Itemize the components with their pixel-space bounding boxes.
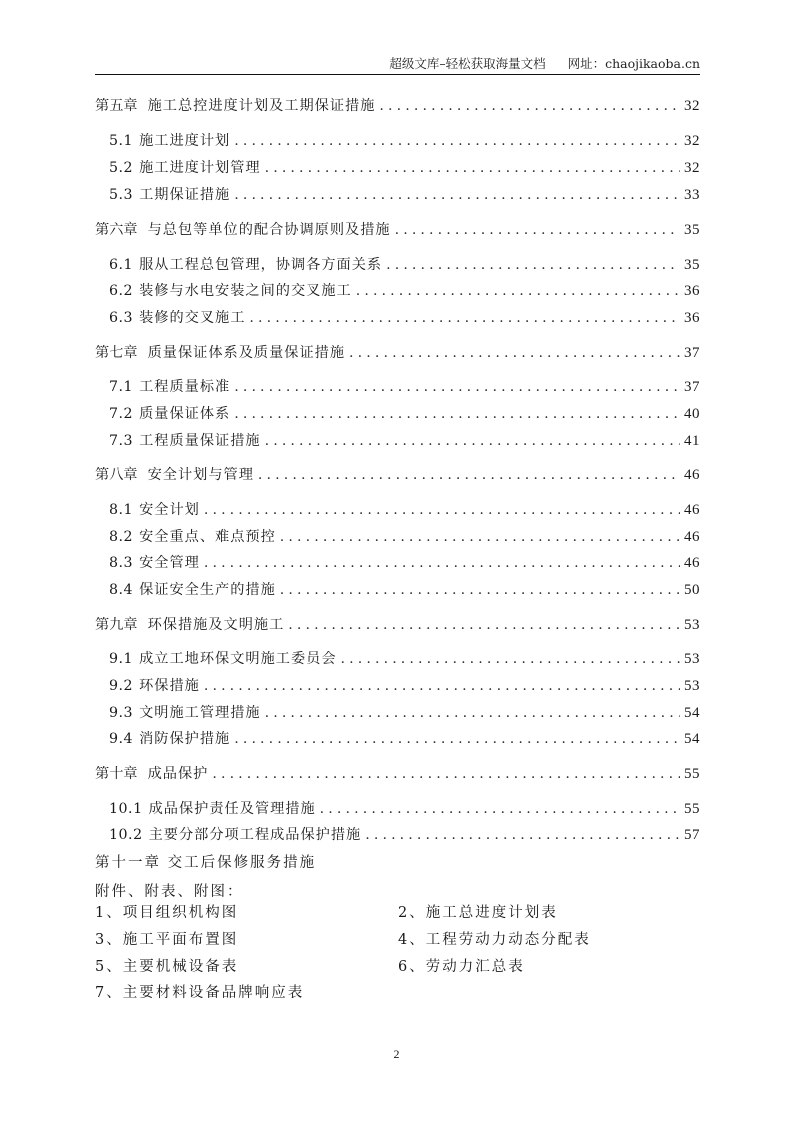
toc-entry-title: 装修与水电安装之间的交叉施工 — [139, 283, 352, 299]
attachment-item: 4、工程劳动力动态分配表 — [398, 932, 591, 948]
toc-entry-page: 41 — [684, 433, 700, 449]
header-library-name: 超级文库–轻松获取海量文档 — [389, 56, 546, 71]
chapter-11-heading[interactable]: 第十一章 交工后保修服务措施 — [95, 855, 317, 871]
toc-entry-number: 10.1 — [109, 801, 143, 817]
toc-section-entry[interactable] — [109, 728, 700, 750]
toc-entry-title: 质量保证体系及质量保证措施 — [147, 345, 346, 361]
toc-entry-number: 5.2 — [109, 160, 134, 176]
toc-entry-number: 8.1 — [109, 502, 134, 518]
toc-section-entry[interactable] — [109, 499, 700, 521]
toc-entry-number: 8.2 — [109, 529, 134, 545]
toc-chapter-entry[interactable] — [95, 342, 700, 364]
toc-entry-page: 35 — [684, 257, 700, 273]
toc-entry-number: 5.3 — [109, 187, 134, 203]
toc-entry-title: 安全计划 — [139, 502, 200, 518]
toc-entry-page: 54 — [684, 731, 700, 747]
toc-section-entry[interactable] — [109, 579, 700, 601]
toc-entry-number: 6.1 — [109, 257, 134, 273]
toc-section-entry[interactable] — [109, 824, 700, 846]
dot-leader — [265, 157, 680, 179]
toc-section-entry[interactable] — [109, 157, 700, 179]
dot-leader — [212, 763, 680, 785]
toc-entry-title: 装修的交叉施工 — [139, 310, 246, 326]
dot-leader — [280, 579, 680, 601]
toc-entry-number: 7.1 — [109, 379, 134, 395]
toc-entry-page: 46 — [684, 502, 700, 518]
toc-entry-page: 46 — [684, 529, 700, 545]
dot-leader — [365, 824, 680, 846]
dot-leader — [288, 614, 680, 636]
toc-entry-title: 消防保护措施 — [139, 731, 231, 747]
toc-entry-page: 54 — [684, 705, 700, 721]
toc-section-entry[interactable] — [109, 130, 700, 152]
toc-chapter-entry[interactable] — [95, 95, 700, 117]
toc-entry-page: 32 — [684, 98, 700, 114]
toc-entry-number: 6.3 — [109, 310, 134, 326]
dot-leader — [234, 403, 680, 425]
toc-entry-page: 46 — [684, 467, 700, 483]
toc-entry-number: 9.2 — [109, 678, 134, 694]
toc-entry-page: 46 — [684, 555, 700, 571]
attachment-item: 1、项目组织机构图 — [95, 905, 239, 921]
toc-entry-number: 8.4 — [109, 582, 134, 598]
toc-chapter-entry[interactable] — [95, 464, 700, 486]
dot-leader — [320, 798, 680, 820]
toc-entry-page: 55 — [684, 801, 700, 817]
toc-entry-number: 第七章 — [95, 345, 138, 361]
toc-chapter-entry[interactable] — [95, 763, 700, 785]
toc-entry-title: 保证安全生产的措施 — [139, 582, 276, 598]
toc-entry-title: 质量保证体系 — [139, 406, 231, 422]
toc-entry-title: 施工进度计划管理 — [139, 160, 261, 176]
toc-section-entry[interactable] — [109, 648, 700, 670]
toc-section-entry[interactable] — [109, 526, 700, 548]
toc-entry-page: 37 — [684, 379, 700, 395]
dot-leader — [386, 254, 680, 276]
toc-entry-title: 环保措施及文明施工 — [147, 617, 285, 633]
toc-chapter-entry[interactable] — [95, 219, 700, 241]
toc-entry-page: 32 — [684, 133, 700, 149]
attachment-item: 2、施工总进度计划表 — [398, 905, 558, 921]
dot-leader — [234, 728, 680, 750]
toc-section-entry[interactable] — [109, 280, 700, 302]
toc-entry-title: 成品保护 — [147, 766, 209, 782]
toc-entry-page: 53 — [684, 617, 700, 633]
page-number: 2 — [393, 1047, 400, 1061]
toc-entry-number: 第六章 — [95, 222, 138, 238]
toc-entry-page: 53 — [684, 678, 700, 694]
toc-entry-title: 工程质量标准 — [139, 379, 231, 395]
toc-entry-page: 32 — [684, 160, 700, 176]
attachment-item: 7、主要材料设备品牌响应表 — [95, 985, 305, 1001]
toc-entry-number: 9.3 — [109, 705, 134, 721]
toc-entry-title: 成立工地环保文明施工委员会 — [139, 651, 337, 667]
toc-entry-title: 施工进度计划 — [139, 133, 231, 149]
toc-entry-number: 7.3 — [109, 433, 134, 449]
header-text — [389, 54, 700, 72]
toc-section-entry[interactable] — [109, 702, 700, 724]
toc-section-entry[interactable] — [109, 798, 700, 820]
dot-leader — [265, 430, 680, 452]
toc-entry-number: 第八章 — [95, 467, 138, 483]
toc-section-entry[interactable] — [109, 403, 700, 425]
toc-entry-title: 施工总控进度计划及工期保证措施 — [147, 98, 376, 114]
dot-leader — [265, 702, 680, 724]
dot-leader — [349, 342, 680, 364]
dot-leader — [204, 499, 680, 521]
toc-entry-number: 第十章 — [95, 766, 138, 782]
attachment-item: 5、主要机械设备表 — [95, 959, 239, 975]
dot-leader — [341, 648, 680, 670]
toc-chapter-entry[interactable] — [95, 614, 700, 636]
toc-entry-title: 主要分部分项工程成品保护措施 — [148, 827, 362, 843]
dot-leader — [234, 376, 680, 398]
toc-entry-title: 工期保证措施 — [139, 187, 231, 203]
toc-entry-number: 8.3 — [109, 555, 134, 571]
dot-leader — [379, 95, 680, 117]
toc-entry-page: 55 — [684, 766, 700, 782]
toc-entry-page: 57 — [684, 827, 700, 843]
toc-section-entry[interactable] — [109, 254, 700, 276]
toc-entry-page: 35 — [684, 222, 700, 238]
toc-section-entry[interactable] — [109, 376, 700, 398]
toc-entry-title: 安全计划与管理 — [147, 467, 254, 483]
toc-section-entry[interactable] — [109, 675, 700, 697]
toc-entry-title: 安全重点、难点预控 — [139, 529, 276, 545]
toc-entry-title: 工程质量保证措施 — [139, 433, 261, 449]
toc-entry-number: 5.1 — [109, 133, 134, 149]
attachment-item: 6、劳动力汇总表 — [398, 959, 525, 975]
attachment-item: 3、施工平面布置图 — [95, 932, 239, 948]
attachments-heading: 附件、附表、附图： — [95, 884, 244, 900]
toc-entry-title: 服从工程总包管理，协调各方面关系 — [139, 257, 383, 273]
toc-entry-number: 第五章 — [95, 98, 138, 114]
toc-entry-title: 成品保护责任及管理措施 — [148, 801, 316, 817]
dot-leader — [395, 219, 680, 241]
toc-entry-page: 40 — [684, 406, 700, 422]
header-site-link[interactable]: 网址：chaojikaoba.cn — [567, 56, 700, 71]
toc-entry-page: 50 — [684, 582, 700, 598]
toc-entry-title: 文明施工管理措施 — [139, 705, 261, 721]
dot-leader — [234, 130, 680, 152]
dot-leader — [204, 675, 680, 697]
toc-entry-number: 7.2 — [109, 406, 134, 422]
toc-entry-number: 9.4 — [109, 731, 134, 747]
toc-entry-title: 环保措施 — [139, 678, 200, 694]
dot-leader — [204, 552, 680, 574]
toc-entry-number: 第九章 — [95, 617, 138, 633]
toc-entry-page: 33 — [684, 187, 700, 203]
dot-leader — [258, 464, 680, 486]
toc-entry-title: 安全管理 — [139, 555, 200, 571]
page-header — [95, 52, 700, 75]
toc-section-entry[interactable] — [109, 307, 700, 329]
dot-leader — [249, 307, 680, 329]
toc-section-entry[interactable] — [109, 184, 700, 206]
toc-entry-page: 53 — [684, 651, 700, 667]
dot-leader — [356, 280, 680, 302]
toc-entry-title: 与总包等单位的配合协调原则及措施 — [147, 222, 391, 238]
toc-entry-page: 36 — [684, 283, 700, 299]
toc-entry-number: 9.1 — [109, 651, 134, 667]
toc-entry-page: 37 — [684, 345, 700, 361]
toc-entry-page: 36 — [684, 310, 700, 326]
toc-section-entry[interactable] — [109, 430, 700, 452]
dot-leader — [234, 184, 680, 206]
dot-leader — [280, 526, 680, 548]
toc-entry-number: 10.2 — [109, 827, 143, 843]
toc-entry-number: 6.2 — [109, 283, 134, 299]
toc-section-entry[interactable] — [109, 552, 700, 574]
